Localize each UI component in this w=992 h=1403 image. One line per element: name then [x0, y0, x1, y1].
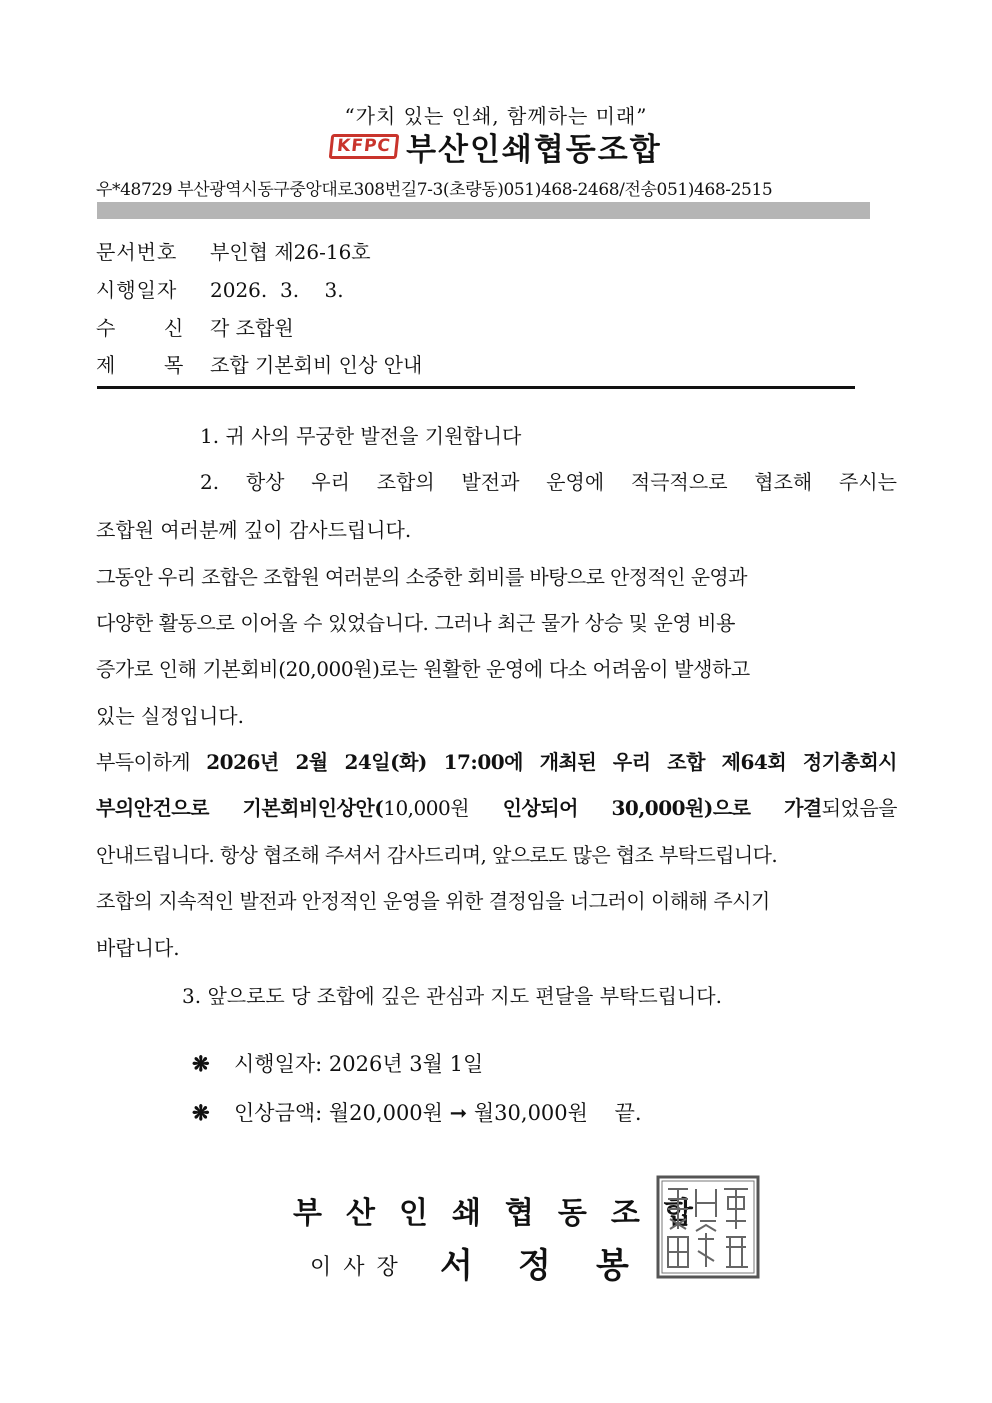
official-seal-stamp [656, 1175, 760, 1279]
asterisk-icon: ❋ [192, 1100, 210, 1125]
doc-number-row [96, 236, 371, 265]
paragraph-2-line-2: 조합원 여러분께 깊이 감사드립니다. [96, 518, 412, 542]
subject-row [96, 349, 422, 378]
p4-agenda: 부의안건으로 기본회비인상안( [96, 796, 384, 820]
paragraph-6: 3. 앞으로도 당 조합에 깊은 관심과 지도 편달을 부탁드립니다. [182, 984, 722, 1008]
paragraph-5-line-1: 안내드립니다. 항상 협조해 주셔서 감사드리며, 앞으로도 많은 협조 부탁드립니다. [96, 843, 778, 867]
signature-chair-name: 서 정 봉 [440, 1246, 629, 1286]
subject-label-1: 제 [96, 353, 116, 377]
paragraph-3-line-2: 다양한 활동으로 이어올 수 있었습니다. 그러나 최근 물가 상승 및 운영 비용 [96, 611, 736, 635]
paragraph-4-line-1 [96, 746, 897, 775]
doc-number-label: 문서번호 [96, 240, 178, 264]
p4-lead: 부득이하게 [96, 750, 207, 774]
subject-value: 조합 기본회비 인상 안내 [210, 353, 423, 377]
recipient-row [96, 312, 294, 341]
address-line: 우*48729 부산광역시동구중앙대로308번길7-3(초량동)051)468-2468/전송051)468-2515 [96, 180, 773, 200]
paragraph-5-line-3: 바랍니다. [96, 936, 180, 960]
paragraph-4-line-2 [96, 792, 897, 821]
notice-effective-date [192, 1048, 483, 1078]
recipient-value: 각 조합원 [210, 316, 294, 340]
org-name: 부산인쇄협동조합 [406, 132, 662, 168]
subject-label-2: 목 [164, 353, 184, 377]
paragraph-3-line-4: 있는 실정입니다. [96, 704, 244, 728]
recipient-label-1: 수 [96, 316, 116, 340]
header-rule [97, 386, 855, 389]
paragraph-2-line-1: 2. 항상 우리 조합의 발전과 운영에 적극적으로 협조해 주시는 [200, 470, 897, 494]
p4-result: 인상되어 30,000원)으로 가결 [469, 796, 822, 820]
notice-amount [192, 1097, 642, 1127]
p4-meeting-info: 2026년 2월 24일(화) 17:00에 개최된 우리 조합 제64회 정기총회시 [206, 750, 897, 774]
letterhead [0, 124, 992, 169]
header-divider-bar [97, 202, 870, 219]
date-value: 2026. 3. 3. [210, 278, 344, 302]
paragraph-3-line-1: 그동안 우리 조합은 조합원 여러분의 소중한 회비를 바탕으로 안정적인 운영과 [96, 565, 747, 589]
date-label: 시행일자 [96, 278, 178, 302]
signature-chair-label: 이사장 [310, 1255, 410, 1280]
p4-increase-amount: 10,000원 [383, 796, 470, 820]
asterisk-icon: ❋ [192, 1051, 210, 1076]
p4-tail: 되었음을 [821, 796, 897, 820]
date-row [96, 274, 344, 303]
slogan: “가치 있는 인쇄, 함께하는 미래” [344, 104, 648, 128]
doc-number: 부인협 제26-16호 [210, 240, 371, 264]
signature-org: 부산인쇄협동조합 [293, 1196, 717, 1231]
notice-amount-text: 인상금액: 월20,000원 ➞ 월30,000원 끝. [234, 1101, 642, 1125]
recipient-label-2: 신 [164, 316, 184, 340]
paragraph-5-line-2: 조합의 지속적인 발전과 안정적인 운영을 위한 결정임을 너그러이 이해해 주시기 [96, 889, 770, 913]
kfpc-logo: KFPC [329, 134, 399, 159]
paragraph-3-line-3: 증가로 인해 기본회비(20,000원)로는 원활한 운영에 다소 어려움이 발생하고 [96, 657, 750, 681]
notice-effective-date-text: 시행일자: 2026년 3월 1일 [234, 1052, 484, 1076]
paragraph-1: 1. 귀 사의 무궁한 발전을 기원합니다 [200, 424, 522, 448]
